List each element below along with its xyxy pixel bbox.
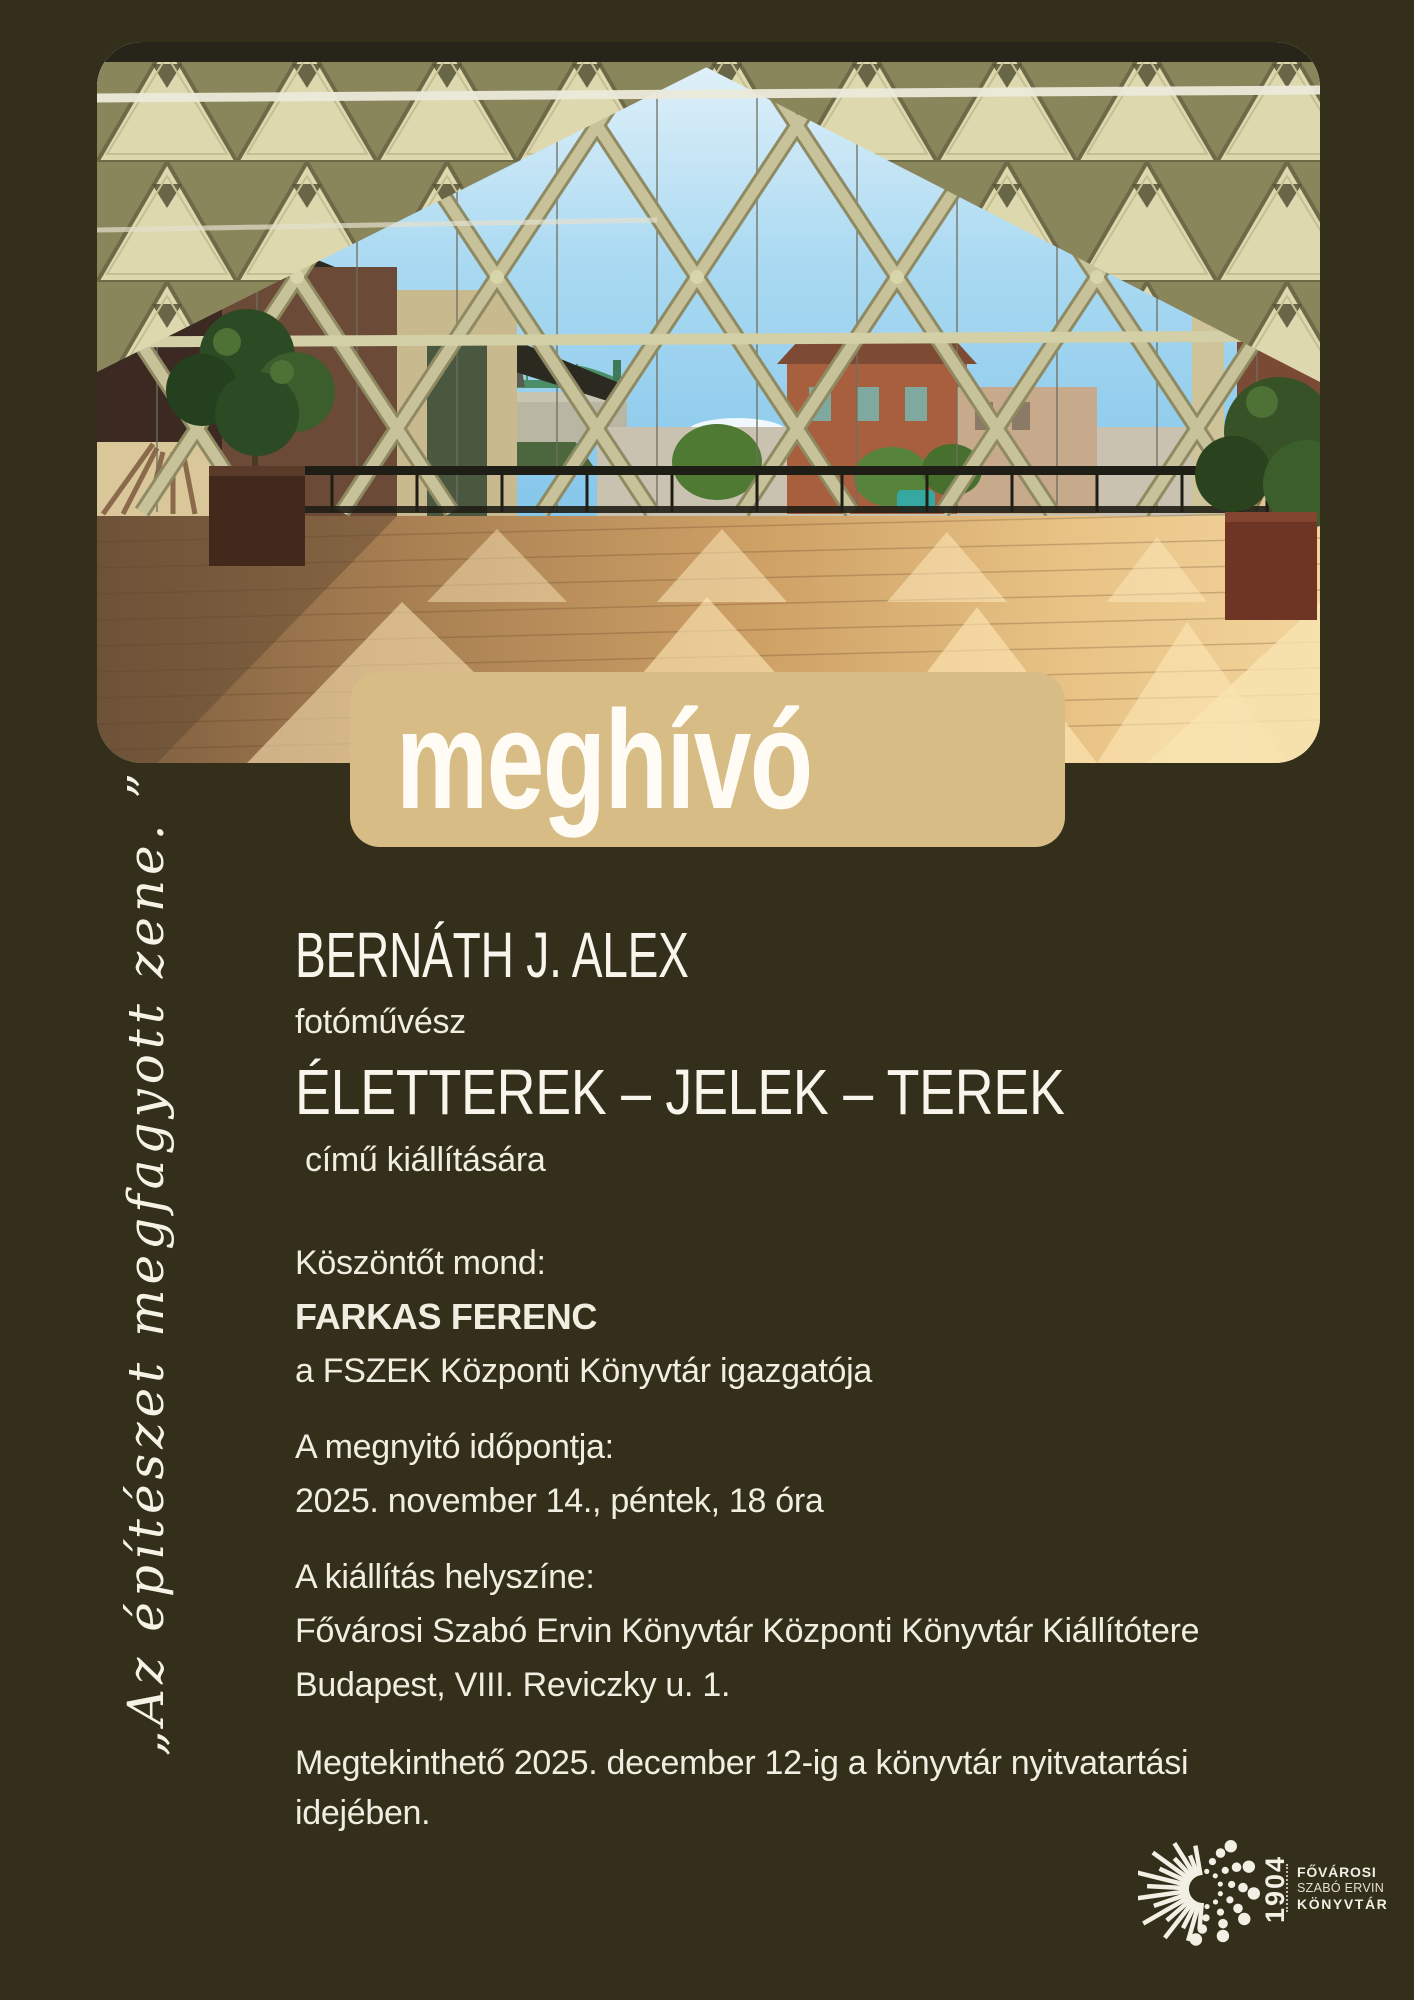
logo-line1: FŐVÁROSI	[1297, 1864, 1377, 1880]
atrium-photo	[97, 42, 1320, 763]
venue-block	[295, 1550, 1199, 1712]
fszek-library-logo	[1130, 1820, 1389, 1970]
library-logo-starburst-icon	[1138, 1824, 1268, 1954]
venue-name: Fővárosi Szabó Ervin Könyvtár Központi Könyvtár Kiállítótere	[295, 1612, 1200, 1650]
architecture-quote: „Az építészet megfagyott zene. ”	[117, 768, 175, 1756]
exhibition-title: ÉLETTEREK – JELEK – TEREK	[295, 1056, 1065, 1128]
greeting-block	[295, 1236, 872, 1398]
greeting-speaker-role: a FSZEK Központi Könyvtár igazgatója	[295, 1352, 872, 1390]
invitation-badge	[350, 672, 1065, 847]
logo-year: 1904	[1260, 1854, 1290, 1924]
viewing-line1: Megtekinthető 2025. december 12-ig a könyvtár nyitvatartási	[295, 1744, 1189, 1782]
opening-block	[295, 1420, 824, 1528]
atrium-photo-art	[97, 42, 1320, 763]
logo-wordmark	[1286, 1864, 1388, 1912]
logo-line3: KÖNYVTÁR	[1297, 1896, 1389, 1912]
viewing-block	[295, 1738, 1188, 1838]
invitation-badge-label: meghívó	[396, 681, 812, 838]
opening-datetime: 2025. november 14., péntek, 18 óra	[295, 1482, 824, 1520]
exhibition-suffix: című kiállítására	[305, 1141, 546, 1179]
venue-label: A kiállítás helyszíne:	[295, 1558, 595, 1596]
viewing-line2: idejében.	[295, 1794, 431, 1832]
greeting-speaker: FARKAS FERENC	[295, 1296, 598, 1337]
artist-role: fotóművész	[295, 1003, 466, 1041]
venue-address: Budapest, VIII. Reviczky u. 1.	[295, 1666, 731, 1704]
greeting-label: Köszöntőt mond:	[295, 1244, 546, 1282]
artist-name: BERNÁTH J. ALEX	[295, 919, 689, 991]
logo-line2: SZABÓ ERVIN	[1297, 1881, 1385, 1895]
opening-label: A megnyitó időpontja:	[295, 1428, 614, 1466]
